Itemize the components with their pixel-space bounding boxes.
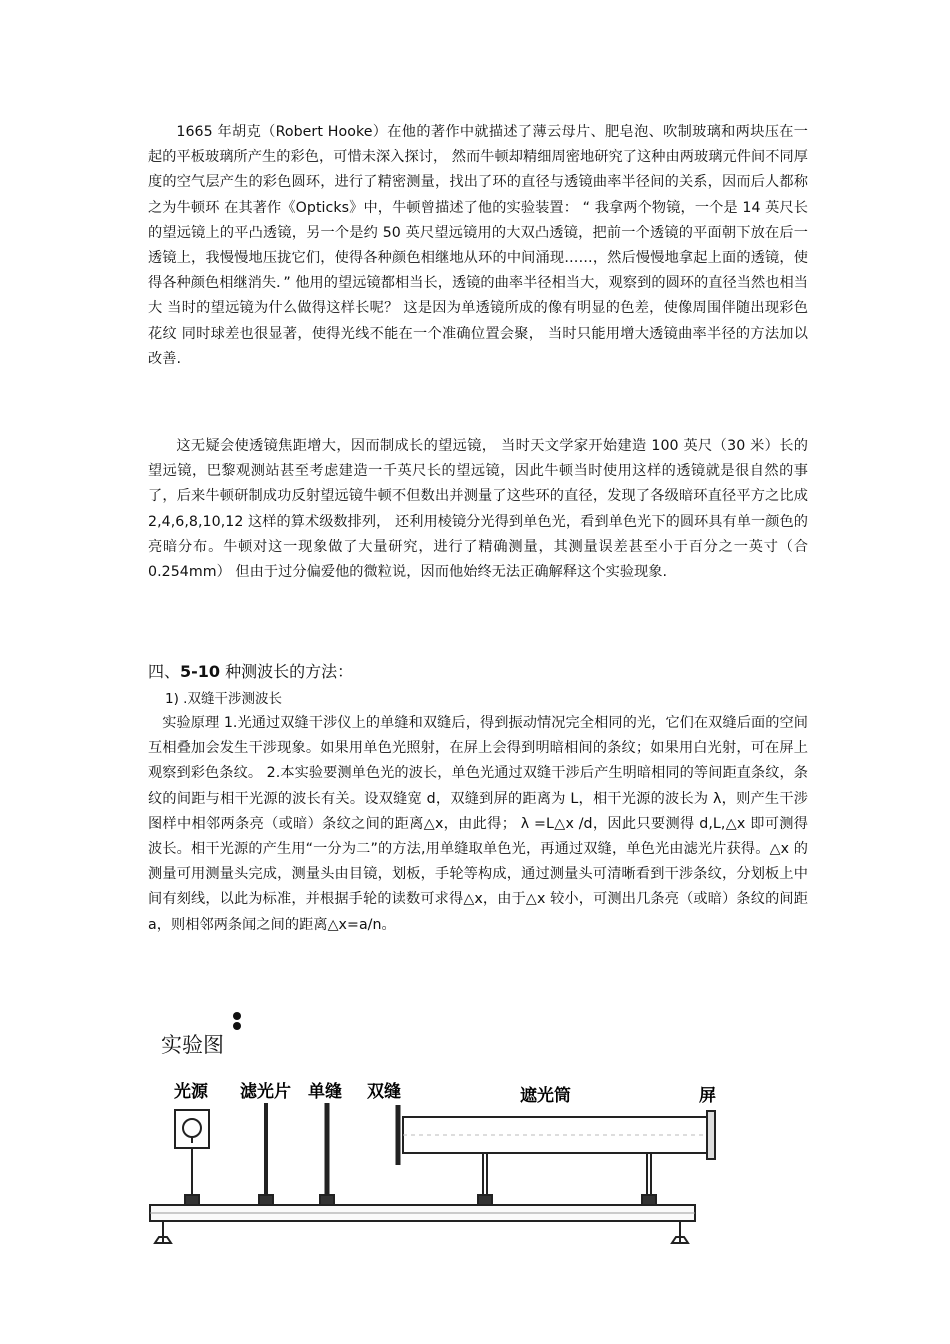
paragraph-text: 这无疑会使透镜焦距增大，因而制成长的望远镜， 当时天文学家开始建造 100 英尺（30 米）长的望远镜，巴黎观测站甚至考虑建造一千英尺长的望远镜，因此牛顿当时使用这样的透镜就是很自然的事了，后来牛顿研制成功反射望远镜牛顿不但数出并测量了这些环的直径，发现了各级暗环直径平方之比成 2,4,6,8,10,12 这样的算术级数排列， 还利用棱镜分光得到单色光，看到单色光下的圆环具有单一颜色的亮暗分布。牛顿对这一现象做了大量研究，进行了精确测量，其测量误差甚至小于百分之一英寸（合 0.254mm） 但由于过分偏爱他的微粒说，因而他始终无法正确解释这个实验现象.	[148, 438, 808, 581]
figure-caption: 实验图	[161, 1033, 224, 1057]
paragraph-principle	[148, 711, 808, 938]
heading-bold: 5-10	[180, 662, 221, 681]
screen-plate	[707, 1111, 715, 1159]
heading-suffix: 种测波长的方法：	[220, 662, 354, 681]
bench-leg-right	[672, 1221, 688, 1243]
paragraph-text: 实验原理 1.光通过双缝干涉仪上的单缝和双缝后，得到振动情况完全相同的光，它们在双缝后面的空间互相叠加会发生干涉现象。如果用单色光照射，在屏上会得到明暗相间的条纹；如果用白光射，可在屏上观察到彩色条纹。 2.本实验要测单色光的波长，单色光通过双缝干涉后产生明暗相同的等间距直条纹，条纹的间距与相干光源的波长有关。设双缝宽 d，双缝到屏的距离为 L，相干光源的波长为 λ，则产生干涉图样中相邻两条亮（或暗）条纹之间的距离△x，由此得； λ =L△x /d，因此只要测得 d,L,△x 即可测得波长。相干光源的产生用“一分为二”的方法,用单缝取单色光，再通过双缝，单色光由滤光片获得。△x 的测量可用测量头完成，测量头由目镜，划板，手轮等构成，通过测量头可清晰看到干涉条纹，分划板上中间有刻线，以此为标准，并根据手轮的读数可求得△x，由于△x 较小，可测出几条亮（或暗）条纹的间距 a，则相邻两条闻之间的距离△x=a/n。	[148, 715, 808, 933]
label-filter: 滤光片	[240, 1082, 291, 1102]
paragraph-text: 1665 年胡克（Robert Hooke）在他的著作中就描述了薄云母片、肥皂泡、吹制玻璃和两块压在一起的平板玻璃所产生的彩色，可惜未深入探讨， 然而牛顿却精细周密地研究了这种由两玻璃元件间不同厚度的空气层产生的彩色圆环，进行了精密测量，找出了环的直径与透镜曲率半径间的关系，因而后人都称之为牛顿环 在其著作《Opticks》中，牛顿曾描述了他的实验装置： “ 我拿两个物镜，一个是 14 英尺长的望远镜上的平凸透镜，另一个是约 50 英尺望远镜用的大双凸透镜，把前一个透镜的平面朝下放在后一透镜上，我慢慢地压拢它们，使得各种颜色相继地从环的中间涌现……，然后慢慢地拿起上面的透镜，使得各种颜色相继消失．” 他用的望远镜都相当长，透镜的曲率半径相当大，观察到的圆环的直径当然也相当大 当时的望远镜为什么做得这样长呢？ 这是因为单透镜所成的像有明显的色差，使像周围伴随出现彩色花纹 同时球差也很显著，使得光线不能在一个准确位置会聚， 当时只能用增大透镜曲率半径的方法加以改善.	[148, 124, 808, 367]
subsection-heading: 1) .双缝干涉测波长	[165, 691, 282, 707]
bench-leg-left	[155, 1221, 171, 1243]
heading-prefix: 四、	[148, 662, 181, 681]
label-screen: 屏	[699, 1086, 716, 1106]
apparatus-diagram	[125, 1065, 765, 1265]
section-heading	[148, 660, 353, 684]
bullet-dot-icon	[233, 1022, 241, 1030]
label-light-source: 光源	[174, 1082, 208, 1102]
paragraph-hooke-newton	[148, 120, 808, 372]
label-tube: 遮光筒	[520, 1086, 571, 1106]
bullet-dot-icon	[233, 1012, 241, 1020]
paragraph-telescope	[148, 434, 808, 585]
label-double-slit: 双缝	[367, 1082, 401, 1102]
light-source-stand	[185, 1195, 199, 1205]
experiment-figure	[125, 1065, 765, 1265]
label-single-slit: 单缝	[308, 1082, 342, 1102]
